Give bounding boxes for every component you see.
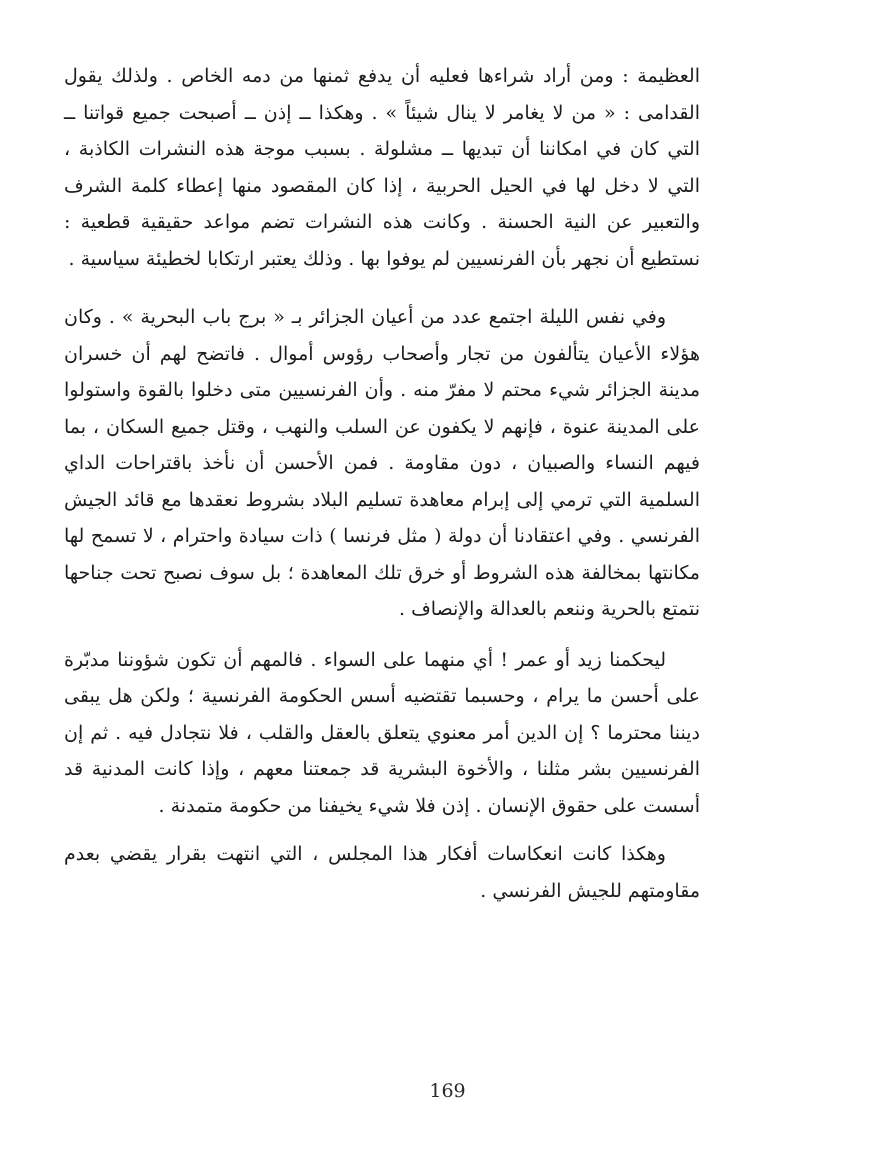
- paragraph: ليحكمنا زيد أو عمر ! أي منهما على السواء . فالمهم أن تكون شؤوننا مدبّرة على أحسن ما يرام ، وحسبما تقتضيه أسس الحكومة الفرنسية ؛ ولكن هل يبقى ديننا محترما ؟ إن الدين أمر معنوي يتعلق بالعقل والقلب ، فلا نتجادل فيه . ثم إن الفرنسيين بشر مثلنا ، والأخوة البشرية قد جمعتنا معهم ، وإذا كانت المدنية قد أسست على حقوق الإنسان . إذن فلا شيء يخيفنا من حكومة متمدنة .: [64, 648, 700, 817]
- paragraph: وفي نفس الليلة اجتمع عدد من أعيان الجزائر بـ « برج باب البحرية » . وكان هؤلاء الأعيان يتألفون من تجار وأصحاب رؤوس أموال . فاتضح لهم أن خسران مدينة الجزائر شيء محتم لا مفرّ منه . وأن الفرنسيين متى دخلوا بالقوة واستولوا على المدينة عنوة ، فإنهم لا يكفون عن السلب والنهب ، وقتل جميع السكان ، بما فيهم النساء والصبيان ، دون مقاومة . فمن الأحسن أن نأخذ باقتراحات الداي السلمية التي ترمي إلى إبرام معاهدة تسليم البلاد بشروط نعقدها مع قائد الجيش الفرنسي . وفي اعتقادنا أن دولة ( مثل فرنسا ) ذات سيادة واحترام ، لا تسمح لها مكانتها بمخالفة هذه الشروط أو خرق تلك المعاهدة ؛ بل سوف نصبح تحت جناحها نتمتع بالحرية وننعم بالعدالة والإنصاف .: [64, 306, 700, 620]
- paragraph: العظيمة : ومن أراد شراءها فعليه أن يدفع ثمنها من دمه الخاص . ولذلك يقول القدامى : « من لا يغامر لا ينال شيئاً » . وهكذا ــ إذن ــ أصبحت جميع قواتنا ــ التي كان في امكاننا أن تبديها ــ مشلولة . بسبب موجة هذه النشرات الكاذبة ، التي لا دخل لها في الحيل الحربية ، إذا كان المقصود منها إعطاء كلمة الشرف والتعبير عن النية الحسنة . وكانت هذه النشرات تضم مواعد حقيقية قطعية : نستطيع أن نجهر بأن الفرنسيين لم يوفوا بها . وذلك يعتبر ارتكابا لخطيئة سياسية .: [64, 65, 700, 270]
- body-text: [64, 58, 700, 909]
- paragraph: وهكذا كانت انعكاسات أفكار هذا المجلس ، التي انتهت بقرار يقضي بعدم مقاومتهم للجيش الفرنسي .: [64, 843, 700, 902]
- page-number: 169: [429, 1080, 466, 1102]
